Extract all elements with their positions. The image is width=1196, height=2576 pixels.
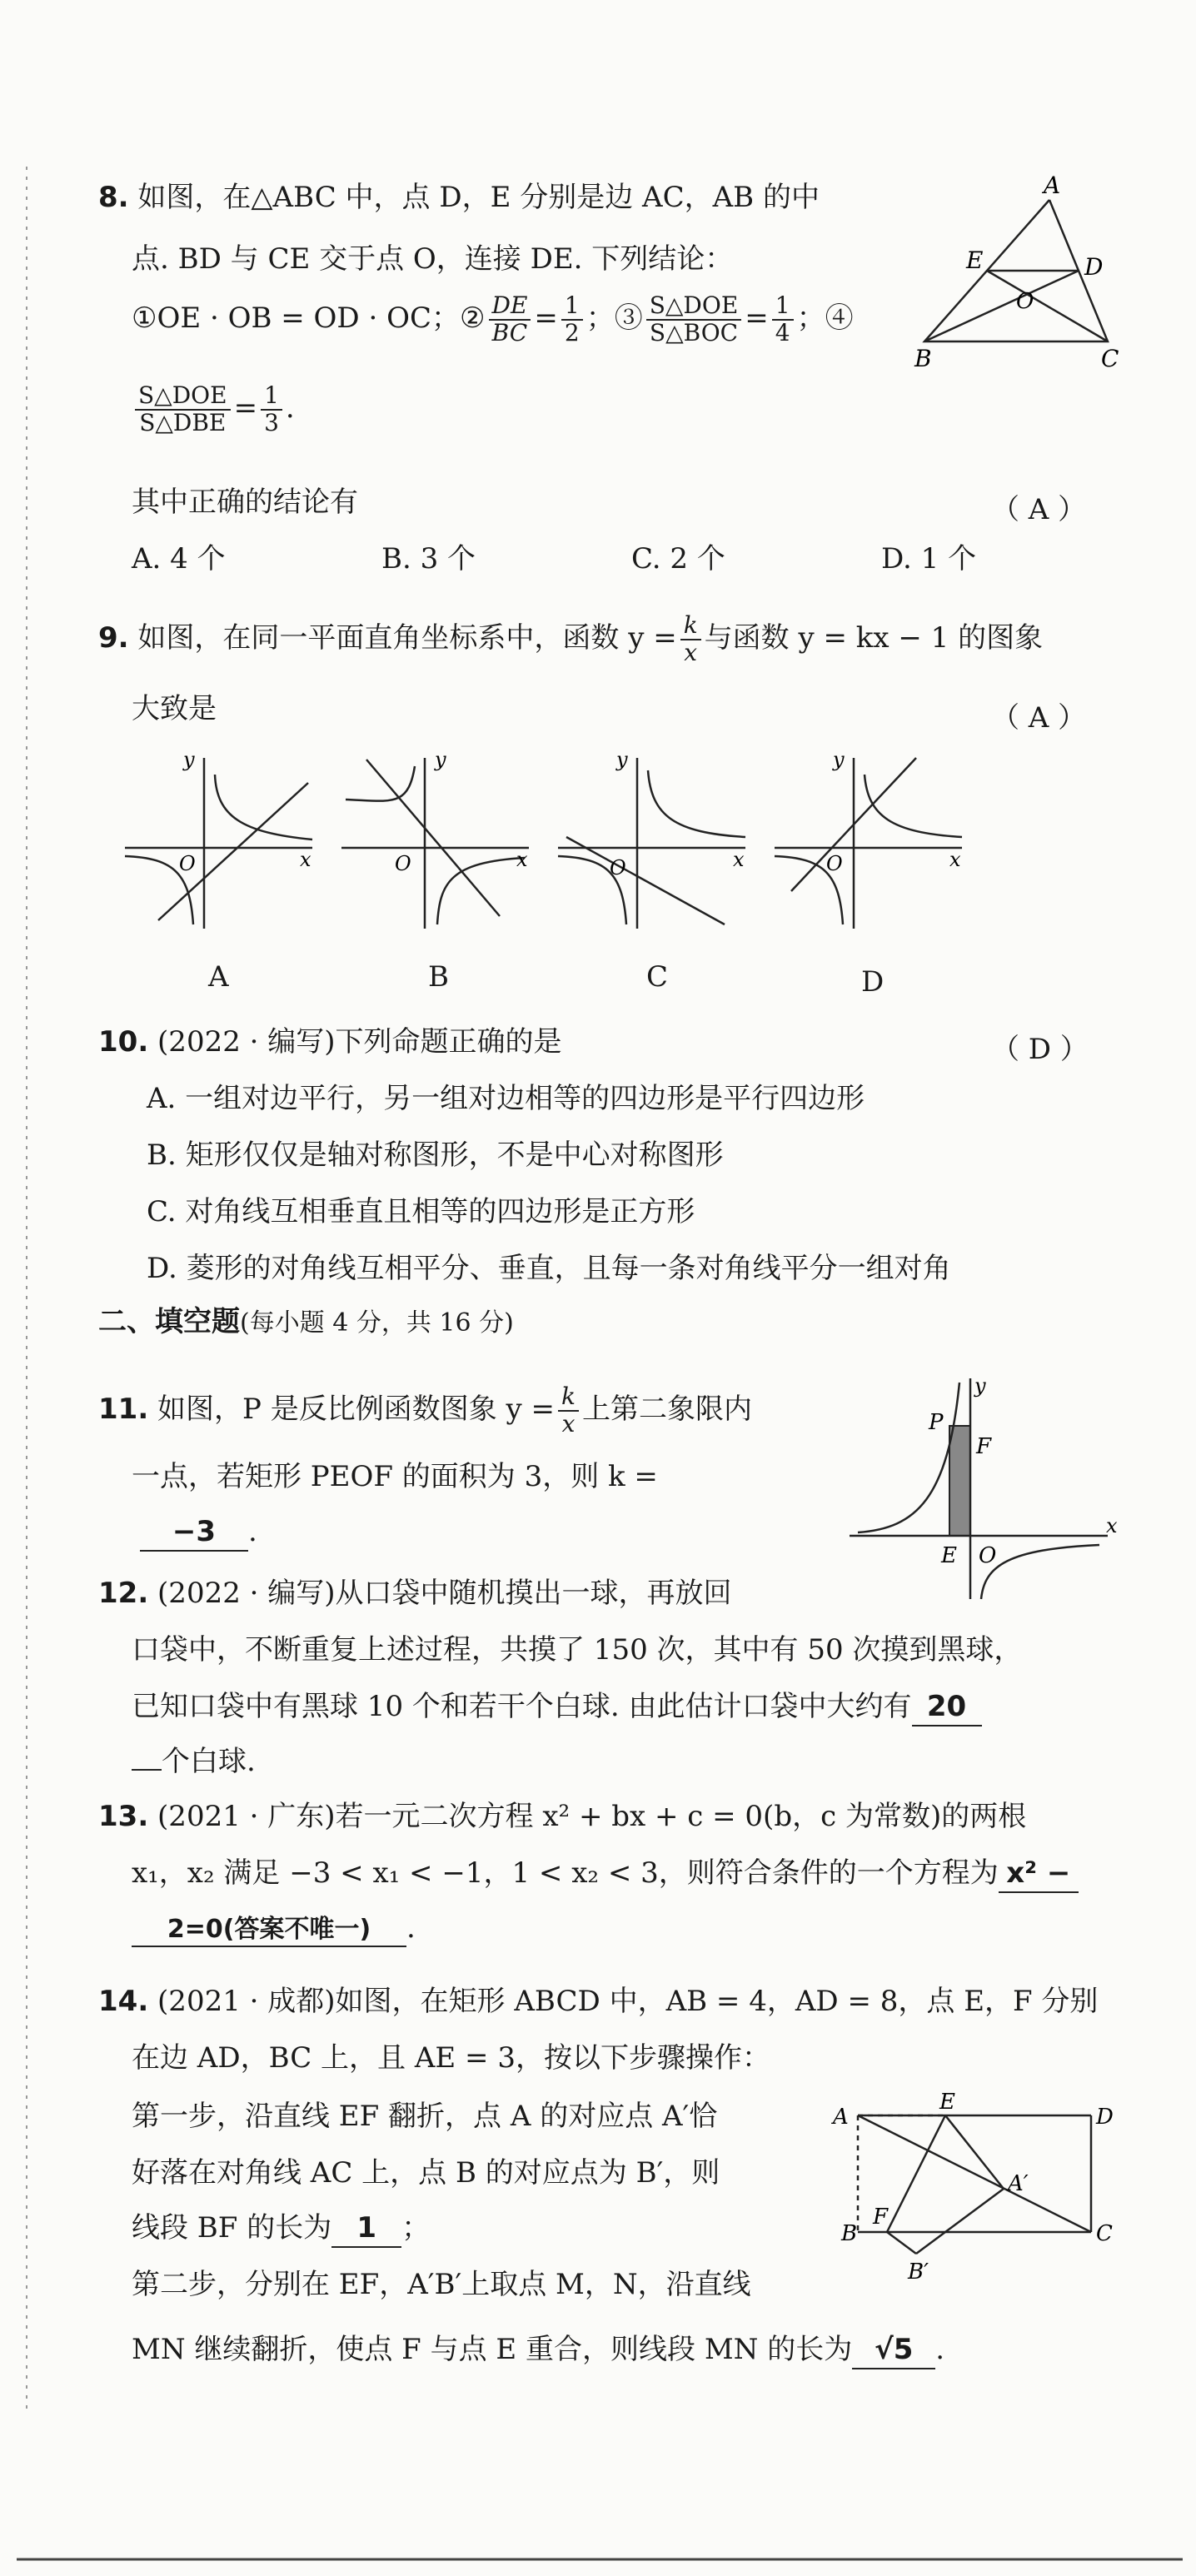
svg-text:C: C — [1096, 2221, 1113, 2246]
q9-answer: （ A ） — [991, 701, 1087, 735]
q12-number: 12. — [98, 1577, 149, 1610]
q8-label-e: E — [966, 247, 984, 274]
q10-option-a: A. 一组对边平行，另一组对边相等的四边形是平行四边形 — [147, 1082, 865, 1115]
q8-frac-area-ratio-2: $\frac{\text{S△DOE}}{\text{S△DBE}}$ — [135, 383, 231, 436]
q8-frac-third: $\frac{1}{3}$ — [261, 383, 282, 436]
svg-text:O: O — [979, 1543, 997, 1568]
svg-text:B: B — [841, 2221, 858, 2246]
q8-label-d: D — [1084, 253, 1104, 281]
section-2-note: (每小题 4 分，共 16 分) — [240, 1308, 514, 1338]
svg-text:E: E — [939, 2090, 955, 2115]
svg-text:O: O — [610, 856, 626, 879]
q8-frac-area-ratio: $\frac{\text{S△DOE}}{\text{S△BOC}}$ — [646, 293, 742, 346]
q12-answer-blank: 20 — [912, 1689, 982, 1726]
q8-triangle-figure — [908, 172, 1124, 372]
q8-number: 8. — [98, 181, 129, 214]
section-2-heading — [98, 1304, 514, 1340]
q8-frac-quarter: $\frac{1}{4}$ — [772, 293, 794, 346]
q8-line2: 点. BD 与 CE 交于点 O，连接 DE. 下列结论： — [132, 242, 734, 276]
q9-graph-label-d: D — [861, 965, 885, 999]
q11-figure — [850, 1374, 1124, 1607]
q14-line4: 好落在对角线 AC 上，点 B 的对应点为 B′，则 — [132, 2156, 720, 2190]
q9-line2: 大致是 — [132, 692, 217, 725]
svg-text:O: O — [395, 852, 411, 875]
q9-graph-b — [341, 750, 541, 933]
svg-text:x: x — [949, 848, 961, 871]
q14-line7: MN 继续翻折，使点 F 与点 E 重合，则线段 MN 的长为 √5 . — [132, 2332, 944, 2369]
q8-frac-de-bc: $\frac{DE}{BC}$ — [489, 293, 531, 346]
q13-number: 13. — [98, 1800, 149, 1833]
q10-option-b: B. 矩形仅仅是轴对称图形，不是中心对称图形 — [147, 1139, 724, 1172]
q14-answer-blank-2: √5 — [852, 2332, 935, 2369]
margin-dotted-line — [25, 167, 28, 2415]
q11-answer-blank: −3 — [140, 1514, 248, 1552]
q11-line1: 11. 如图，P 是反比例函数图象 y = $\frac{k}{x}$ 上第二象限内 — [98, 1383, 753, 1437]
section-2-title: 二、填空题 — [98, 1305, 240, 1338]
q11-answer-row: −3 . — [140, 1514, 257, 1552]
q8-conclusion-3: ；③ — [586, 301, 643, 335]
q8-label-o: O — [1016, 289, 1034, 314]
svg-text:B′: B′ — [908, 2260, 929, 2285]
q14-line1: 14. (2021 · 成都)如图，在矩形 ABCD 中，AB = 4，AD = 8，点 E，F 分别 — [98, 1985, 1099, 2018]
q8-option-c: C. 2 个 — [631, 542, 725, 575]
svg-text:y: y — [974, 1374, 986, 1398]
q8-frac-half: $\frac{1}{2}$ — [561, 293, 583, 346]
q8-option-b: B. 3 个 — [381, 542, 476, 575]
q13-line3: 2=0(答案不唯一) . — [132, 1911, 416, 1947]
svg-text:y: y — [616, 748, 628, 771]
svg-text:E: E — [941, 1543, 957, 1568]
svg-text:x: x — [733, 848, 745, 871]
svg-text:F: F — [873, 2205, 889, 2230]
q14-line6: 第二步，分别在 EF，A′B′上取点 M，N，沿直线 — [132, 2268, 751, 2301]
q11-line2: 一点，若矩形 PEOF 的面积为 3，则 k = — [132, 1460, 658, 1493]
bottom-rule — [17, 2557, 1183, 2562]
q9-graph-label-c: C — [646, 960, 669, 994]
svg-text:P: P — [929, 1410, 944, 1435]
q8-answer: （ A ） — [991, 493, 1087, 526]
q10-option-d: D. 菱形的对角线互相平分、垂直，且每一条对角线平分一组对角 — [147, 1252, 951, 1285]
q14-line3: 第一步，沿直线 EF 翻折，点 A 的对应点 A′恰 — [132, 2100, 718, 2133]
q9-number: 9. — [98, 620, 129, 655]
q9-graph-label-b: B — [428, 960, 449, 994]
q10-option-c: C. 对角线互相垂直且相等的四边形是正方形 — [147, 1195, 695, 1228]
svg-text:y: y — [183, 748, 195, 771]
svg-text:y: y — [833, 748, 845, 771]
svg-text:x: x — [516, 848, 528, 871]
q10-number: 10. — [98, 1025, 149, 1059]
svg-text:y: y — [435, 748, 446, 771]
svg-text:F: F — [976, 1434, 992, 1459]
q8-conclusion-1: ①OE · OB = OD · OC；② — [132, 301, 486, 335]
svg-text:A′: A′ — [1008, 2171, 1029, 2196]
q14-rectangle-figure — [833, 2090, 1116, 2299]
q13-line1: 13. (2021 · 广东)若一元二次方程 x² + bx + c = 0(b，c 为常数)的两根 — [98, 1800, 1027, 1833]
q14-number: 14. — [98, 1985, 149, 2018]
q9-line1: 9. 如图，在同一平面直角坐标系中，函数 y = $\frac{k}{x}$ 与函数 y = kx − 1 的图象 — [98, 611, 1044, 666]
q8-label-b: B — [914, 345, 932, 372]
q9-graph-d — [775, 750, 974, 933]
svg-text:D: D — [1096, 2105, 1114, 2130]
q14-line5: 线段 BF 的长为 1 ； — [132, 2210, 430, 2248]
q13-answer-blank-a: x² − — [999, 1856, 1079, 1893]
svg-text:x: x — [300, 848, 311, 871]
q14-line2: 在边 AD，BC 上，且 AE = 3，按以下步骤操作： — [132, 2041, 770, 2075]
q9-graph-a — [125, 750, 325, 933]
q11-number: 11. — [98, 1392, 149, 1426]
svg-text:O: O — [179, 852, 196, 875]
svg-text:x: x — [1106, 1514, 1118, 1537]
q8-text-1: 如图，在△ABC 中，点 D，E 分别是边 AC，AB 的中 — [137, 181, 820, 214]
q11-frac-k-x: $\frac{k}{x}$ — [558, 1384, 579, 1437]
q8-conclusions-row: ①OE · OB = OD · OC；② $\frac{DE}{BC}$ = $\frac{1}{2}$ ；③ $\frac{\text{S△DOE}}{\text{S△BOC}}$ = $\frac{1}{4}$ ；④ — [132, 291, 854, 346]
q8-conclusion-4: ；④ — [796, 301, 854, 335]
svg-text:O: O — [826, 852, 843, 875]
q13-line2: x₁，x₂ 满足 −3 < x₁ < −1，1 < x₂ < 3，则符合条件的一个方程为 x² − — [132, 1856, 1079, 1893]
q8-conclusion-4-row: $\frac{\text{S△DOE}}{\text{S△DBE}}$ = $\frac{1}{3}$ . — [132, 383, 295, 436]
q12-line3: 已知口袋中有黑球 10 个和若干个白球. 由此估计口袋中大约有 20 — [132, 1689, 982, 1726]
q10-answer: （ D ） — [991, 1033, 1089, 1066]
q9-graph-label-a: A — [208, 960, 229, 994]
q8-label-c: C — [1101, 345, 1119, 372]
q8-prompt: 其中正确的结论有 — [132, 486, 358, 519]
q13-answer-blank-b: 2=0(答案不唯一) — [132, 1914, 406, 1947]
q9-frac-k-x: $\frac{k}{x}$ — [680, 613, 701, 666]
q8-label-a: A — [1044, 172, 1061, 199]
q12-line1: 12. (2022 · 编写)从口袋中随机摸出一球，再放回 — [98, 1577, 732, 1610]
q12-line4: 个白球. — [132, 1744, 256, 1780]
svg-text:A: A — [833, 2105, 849, 2130]
q12-line2: 口袋中，不断重复上述过程，共摸了 150 次，其中有 50 次摸到黑球， — [132, 1633, 1023, 1667]
q10-line1: 10. (2022 · 编写)下列命题正确的是 — [98, 1025, 562, 1059]
q8-option-a: A. 4 个 — [132, 542, 226, 575]
q14-answer-blank-1: 1 — [331, 2210, 401, 2248]
q8-line1 — [98, 180, 820, 216]
q9-graph-c — [558, 750, 758, 933]
q8-option-d: D. 1 个 — [881, 542, 977, 575]
